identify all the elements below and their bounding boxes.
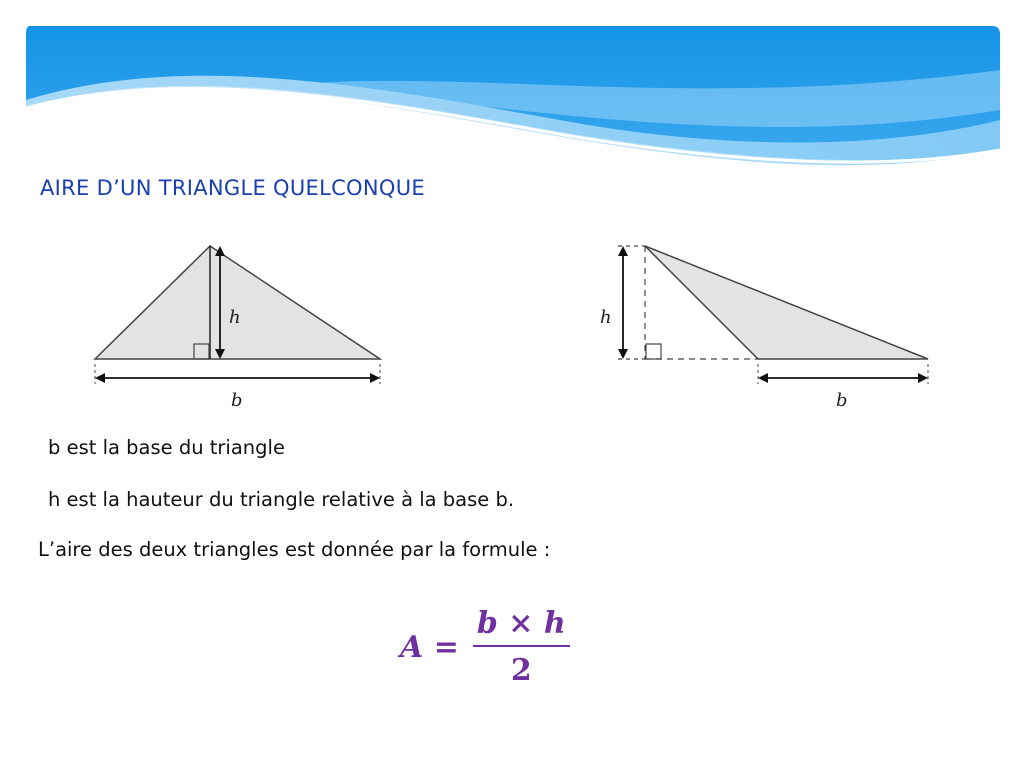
- base-definition: b est la base du triangle: [48, 436, 285, 459]
- formula-fraction: [473, 606, 570, 688]
- page-title: AIRE D’UN TRIANGLE QUELCONQUE: [40, 176, 425, 200]
- formula-lhs: A =: [400, 629, 459, 665]
- height-label: h: [229, 307, 241, 328]
- triangle-figure-obtuse: [590, 236, 950, 416]
- triangle-shape: [645, 246, 928, 359]
- triangle-figure-acute: [85, 236, 395, 416]
- height-definition: h est la hauteur du triangle relative à la base b.: [48, 488, 515, 511]
- base-label: b: [836, 390, 848, 411]
- formula-intro: L’aire des deux triangles est donnée par la formule :: [38, 538, 551, 561]
- formula-numerator: b × h: [473, 606, 570, 647]
- right-angle-marker: [646, 344, 661, 359]
- height-label: h: [600, 307, 612, 328]
- triangle-shape: [95, 246, 380, 359]
- header-wave-banner: [0, 0, 1024, 190]
- base-label: b: [231, 390, 243, 411]
- formula-denominator: 2: [510, 653, 532, 688]
- area-formula: [400, 606, 570, 688]
